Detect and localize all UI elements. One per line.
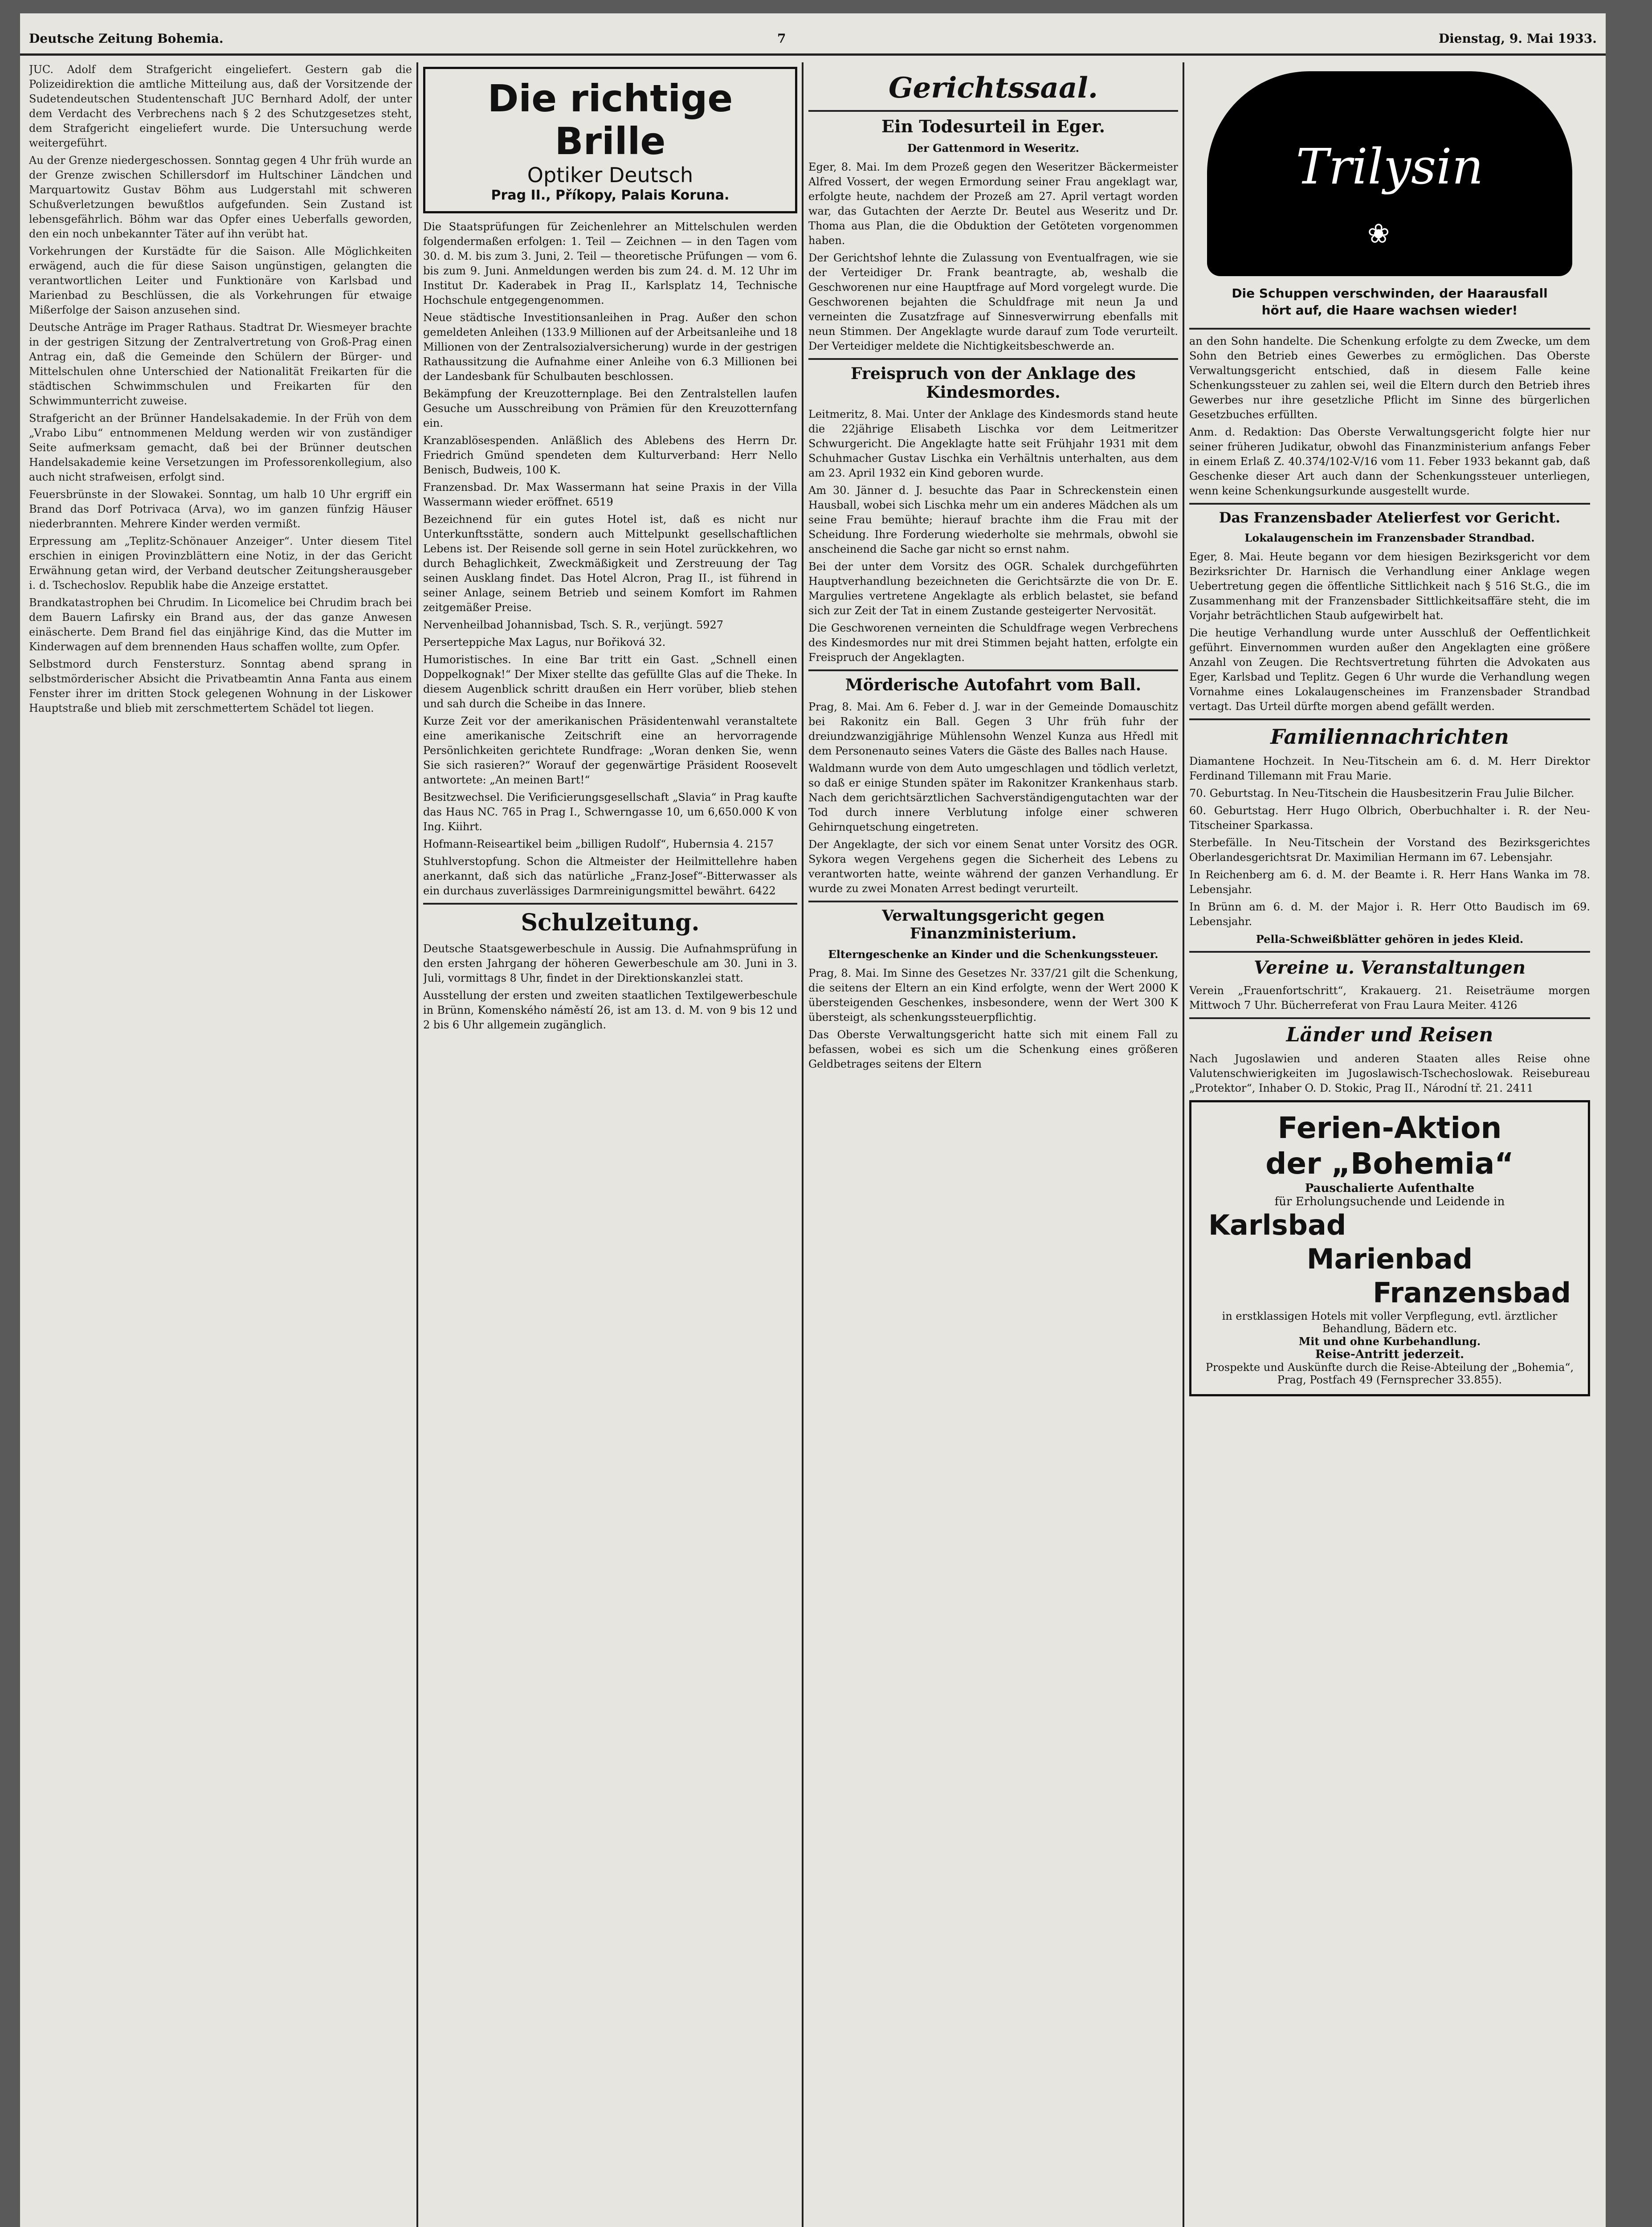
family-notice: In Reichenberg am 6. d. M. der Beamte i. R. Herr Hans Wanka im 78. Lebensjahr. (1189, 869, 1590, 896)
ferien-ad-line: in erstklassigen Hotels mit voller Verpflegung, evtl. ärztlicher Behandlung, Bädern etc. (1222, 1310, 1558, 1335)
family-notice: 60. Geburtstag. Herr Hugo Olbrich, Oberbuchhalter i. R. der Neu-Titscheiner Sparkassa. (1189, 804, 1590, 832)
article-handelsakademie: Strafgericht an der Brünner Handelsakademie. In der Früh von dem „Vrabo Libu“ entnommenen Meldung werden wir von zuständiger Seite aufmerksam gemacht, daß bei der Brünner deutschen Handelsakademie keine Versetzungen im Professorenkollegium, also auch nicht strafweisen, erfolgt sind. (29, 412, 412, 483)
school-article-aussig: Deutsche Staatsgewerbeschule in Aussig. Die Aufnahmsprüfung in den ersten Jahrgang der höheren Gewerbeschule am 30. Juni in 3. Juli, vormittags 8 Uhr, findet in der Direktionskanzlei statt. (423, 942, 797, 984)
school-article-bruenn: Ausstellung der ersten und zweiten staatlichen Textilgewerbeschule in Brünn, Komenského náměstí 26, ist am 13. d. M. von 9 bis 12 und 2 bis 6 Uhr allgemein zugänglich. (423, 989, 797, 1031)
section-rule (1189, 1017, 1590, 1019)
family-notice: In Brünn am 6. d. M. der Major i. R. Herr Otto Baudisch im 69. Lebensjahr. (1189, 901, 1590, 928)
article-kranzabloese: Kranzablösespenden. Anläßlich des Ablebens des Herrn Dr. Friedrich Gmünd spendeten dem Kulturverband: Herr Nello Benisch, Budweis, 100 K. (423, 434, 797, 476)
article-humor: Humoristisches. In eine Bar tritt ein Gast. „Schnell einen Doppelkognak!“ Der Mixer stellte das gefüllte Glas auf die Theke. In diesem Augenblick schritt draußen ein Herr vorüber, blieb stehen und sah durch die Scheibe in das Innere. (423, 653, 797, 710)
article-autofahrt-2: Waldmann wurde von dem Auto umgeschlagen und tödlich verletzt, so daß er einige Stunden später im Rakonitzer Krankenhaus starb. Nach dem gerichtsärztlichen Sachverständigengutachten war der Tod durch innere Verblutung infolge einer schweren Gehirnquetschung eingetreten. (808, 762, 1178, 833)
ferien-ad-city: Karlsbad (1208, 1209, 1346, 1241)
article-leitmeritz-3: Bei der unter dem Vorsitz des OGR. Schalek durchgeführten Hauptverhandlung bezeichneten die Gerichtsärzte die von Dr. E. Margulies vertretene Angeklagte als erblich belastet, sie befand sich zur Zeit der Tat in einem Zustande gesteigerter Nervosität. (808, 560, 1178, 617)
column-divider (1183, 62, 1184, 2227)
paper-name: Deutsche Zeitung Bohemia. (29, 31, 224, 46)
court-section-title: Gerichtssaal. (888, 71, 1098, 105)
ornament-icon: ❀ (1367, 218, 1390, 249)
ferien-ad-line: Reise-Antritt jederzeit. (1315, 1348, 1464, 1361)
article-atelierfest: Eger, 8. Mai. Heute begann vor dem hiesigen Bezirksgericht vor dem Bezirksrichter Dr. Harnisch die Verhandlung einer Anklage wegen Uebertretung gegen die öffentliche Sittlichkeit nach § 516 St.G., die im Zusammenhang mit der Franzensbader Sittlichkeitsaffäre steht, die im Vorjahr beträchtlichen Staub aufgewirbelt hat. (1189, 551, 1590, 622)
ferien-ad-title: Ferien-Aktion (1277, 1111, 1502, 1145)
article-leitmeritz: Leitmeritz, 8. Mai. Unter der Anklage des Kindesmords stand heute die 22jährige Elisabeth Lischka vor dem Leitmeritzer Schwurgericht. Die Angeklagte hatte seit Frühjahr 1931 mit dem Schuhmacher Gustav Lischka ein Verhältnis unterhalten, aus dem am 23. April 1932 ein Kind geboren wurde. (808, 408, 1178, 479)
optician-ad-title: Die richtige Brille (487, 77, 733, 163)
ferien-ad-city: Franzensbad (1373, 1277, 1571, 1309)
newspaper-page (20, 13, 1606, 2227)
article-erpressung: Erpressung am „Teplitz-Schönauer Anzeiger“. Unter diesem Titel erschien in einigen Provinzblättern eine Notiz, in der das Gericht Erwähnung getan wird, der Verband deutscher Zeitungsherausgeber i. d. Tschechoslov. Republik habe die Anzeige erstattet. (29, 535, 412, 591)
section-rule (808, 669, 1178, 671)
optician-ad-name: Optiker Deutsch (527, 163, 693, 187)
notice-bitterwasser: Stuhlverstopfung. Schon die Altmeister der Heilmittellehre haben anerkannt, daß sich das natürliche „Franz-Josef“-Bitterwasser als ein durchaus zuverlässiges Darmreinigungsmittel bewährt. 6422 (423, 855, 797, 897)
article-lead: JUC. Adolf dem Strafgericht eingeliefert. Gestern gab die Polizeidirektion die amtliche Mitteilung aus, daß der Vorsitzende der Sudetendeutschen Studentenschaft JUC Bernhard Adolf, der unter dem Verdacht des Verbrechens nach § 2 des Schutzgesetzes steht, dem Strafgericht eingeliefert wurde. Die Untersuchung werde weitergeführt. (29, 63, 412, 149)
family-notice: 70. Geburtstag. In Neu-Titschein die Hausbesitzerin Frau Julie Bilcher. (1189, 787, 1574, 799)
article-leitmeritz-4: Die Geschworenen verneinten die Schuldfrage wegen Verbrechens des Kindesmordes nur mit drei Stimmen bejaht hatten, erfolgte ein Freispruch der Angeklagten. (808, 622, 1178, 664)
ferien-ad-line: für Erholungsuchende und Leidende in (1274, 1195, 1505, 1208)
section-rule (1189, 718, 1590, 720)
notice-hotel: Bezeichnend für ein gutes Hotel ist, daß es nicht nur Unterkunftsstätte, sondern auch Mittelpunkt gesellschaftlichen Lebens ist. Der Reisende soll gerne in sein Hotel zurückkehren, wo durch Behaglichkeit, Zweckmäßigkeit und Zerstreuung der Tag seinen Ausklang findet. Das Hotel Alcron, Prag II., ist führend in seiner Anlage, seinem Betrieb und seinem Komfort im Rahmen zeitgemäßer Preise. (423, 513, 797, 614)
subheadline-schenkungssteuer: Elterngeschenke an Kinder und die Schenkungssteuer. (828, 948, 1158, 961)
column-1 (29, 62, 412, 2227)
notice-franzensbad: Franzensbad. Dr. Max Wassermann hat seine Praxis in der Villa Wassermann wieder eröffnet. 6519 (423, 481, 797, 508)
notice-perserteppiche: Perserteppiche Max Lagus, nur Bořiková 32. (423, 636, 666, 649)
article-eger-prozess: Eger, 8. Mai. Im dem Prozeß gegen den Weseritzer Bäckermeister Alfred Vossert, der wegen Ermordung seiner Frau angeklagt war, erfolgte heute, nachdem der Prozeß am 27. April vertagt worden war, das Gutachten der Aerzte Dr. Beutel aus Weseritz und Dr. Thoma aus Plan, die die Obduktion der Getöteten vorgenommen haben. (808, 161, 1178, 247)
ferien-ad-line: Prospekte und Auskünfte durch die Reise-Abteilung der „Bohemia“, Prag, Postfach 49 (Fernsprecher 33.855). (1205, 1361, 1574, 1386)
article-autofahrt: Prag, 8. Mai. Am 6. Feber d. J. war in der Gemeinde Domauschitz bei Rakonitz ein Ball. Gegen 3 Uhr früh fuhr der dreiundzwanzigjährige Mühlensohn Wenzel Kunza aus Hředl mit dem Personenauto seines Vaters die Gäste des Balles nach Hause. (808, 701, 1178, 757)
column-4 (1189, 62, 1590, 2227)
article-slowakei: Feuersbrünste in der Slowakei. Sonntag, um halb 10 Uhr ergriff ein Brand das Dorf Potrivaca (Arva), wo im ganzen fünfzig Häuser niederbrannten. Mehrere Kinder werden vermißt. (29, 488, 412, 530)
section-rule (423, 903, 797, 905)
family-notice: Sterbefälle. In Neu-Titschein der Vorstand des Bezirksgerichtes Oberlandesgerichtsrat Dr. Maximilian Hermann im 67. Lebensjahr. (1189, 836, 1590, 864)
article-schenkung-2: Das Oberste Verwaltungsgericht hatte sich mit einem Fall zu befassen, wobei es sich um die Schenkung eines größeren Geldbetrages seitens der Eltern (808, 1028, 1178, 1070)
article-schenkung-cont: an den Sohn handelte. Die Schenkung erfolgte zu dem Zwecke, um dem Sohn den Betrieb eines Gewerbes zu ermöglichen. Das Oberste Verwaltungsgericht entschied, daß in diesem Falle keine Schenkungssteuer zu zahlen sei, weil die Eltern durch den Betrieb ihres Gewerbes nur ihre gesetzliche Pflicht im Sinne des bürgerlichen Gesetzbuches erfüllten. (1189, 335, 1590, 421)
ferien-ad-subtitle: der „Bohemia“ (1265, 1146, 1514, 1181)
article-anleihen: Neue städtische Investitionsanleihen in Prag. Außer den schon gemeldeten Anleihen (133.9 Millionen auf der Arbeitsanleihe und 18 Millionen von der Zentralsozialversicherung) wurde in der gestrigen Rathaussitzung die Aufnahme einer Anleihe von 6.3 Millionen bei der Landesbank für Schulbauten beschlossen. (423, 311, 797, 383)
article-chrudim: Brandkatastrophen bei Chrudim. In Licomelice bei Chrudim brach bei dem Bauern Lafirsky ein Brand aus, der das ganze Anwesen einäscherte. Dem Brand fiel das einjährige Kind, das die Mutter im Kinderwagen auf dem brennenden Haus schaffen wollte, zum Opfer. (29, 596, 412, 653)
column-divider (416, 62, 418, 2227)
section-rule (1189, 328, 1590, 330)
headline-freispruch: Freispruch von der Anklage des Kindesmordes. (851, 364, 1136, 402)
section-rule (1189, 503, 1590, 505)
ferien-ad-line: Pauschalierte Aufenthalte (1305, 1182, 1475, 1195)
article-grenze: Au der Grenze niedergeschossen. Sonntag gegen 4 Uhr früh wurde an der Grenze zwischen Schillersdorf im Hultschiner Ländchen und Marquartowitz Gustav Böhm aus Ludgerstahl mit schweren Schußverletzungen bewußtlos aufgefunden. Sein Zustand ist lebensgefährlich. Böhm war das Opfer eines Ueberfalls geworden, den ein noch unbekannter Täter auf ihn verübt hat. (29, 154, 412, 240)
headline-atelierfest: Das Franzensbader Atelierfest vor Gericht. (1219, 509, 1561, 526)
trilysin-ad (1207, 71, 1572, 276)
article-zeichenlehrer: Die Staatsprüfungen für Zeichenlehrer an Mittelschulen werden folgendermaßen erfolgen: 1. Teil — Zeichnen — in den Tagen vom 30. d. M. bis zum 3. Juni, 2. Teil — theoretische Prüfungen — vom 6. bis zum 9. Juni. Anmeldungen werden bis zum 24. d. M. 12 Uhr im Institut Dr. Kaderabek in Prag II., Karlsplatz 14, Technische Hochschule entgegengenommen. (423, 220, 797, 306)
notice-johannisbad: Nervenheilbad Johannisbad, Tsch. S. R., verjüngt. 5927 (423, 619, 724, 631)
article-kreuzotter: Bekämpfung der Kreuzotternplage. Bei den Zentralstellen laufen Gesuche um Ausschreibung von Prämien für den Kreuzotternfang ein. (423, 387, 797, 429)
travel-notice: Nach Jugoslawien und anderen Staaten alles Reise ohne Valutenschwierigkeiten im Jugoslawisch-Tschechoslowak. Reisebureau „Protektor“, Inhaber O. D. Stokic, Prag II., Národní tř. 21. 2411 (1189, 1052, 1590, 1094)
school-section-title: Schulzeitung. (521, 909, 700, 936)
events-section-title: Vereine u. Veranstaltungen (1253, 957, 1526, 978)
family-section-title: Familiennachrichten (1270, 725, 1509, 749)
column-3 (808, 62, 1178, 2227)
editorial-note: Anm. d. Redaktion: Das Oberste Verwaltungsgericht folgte hier nur seiner früheren Judikatur, obwohl das Finanzministerium anfangs Feber in einem Erlaß Z. 40.374/102-V/16 vom 11. Feber 1933 bekannt gab, daß Geschenke dieser Art auch dann der Schenkungssteuer unterliegen, wenn keine Schenkungsurkunde ausgestellt wurde. (1189, 426, 1590, 497)
trilysin-caption: Die Schuppen verschwinden, der Haarausfall hört auf, die Haare wachsen wieder! (1232, 286, 1548, 318)
subheadline-gattenmord: Der Gattenmord in Weseritz. (907, 142, 1079, 155)
optician-ad-address: Prag II., Příkopy, Palais Koruna. (491, 188, 730, 203)
ferien-ad-line: Mit und ohne Kurbehandlung. (1298, 1335, 1481, 1348)
article-schenkung: Prag, 8. Mai. Im Sinne des Gesetzes Nr. 337/21 gilt die Schenkung, die seitens der Eltern an ein Kind erfolgte, wenn der Wert 2000 K übersteigenden Geschenkes, insbesondere, wenn der Wert 300 K übersteigt, als schenkungssteuerpflichtig. (808, 967, 1178, 1024)
ferien-ad-city: Marienbad (1306, 1243, 1473, 1275)
article-rathaus: Deutsche Anträge im Prager Rathaus. Stadtrat Dr. Wiesmeyer brachte in der gestrigen Sitzung der Zentralvertretung von Groß-Prag einen Antrag ein, daß die Gemeinde den Schülern der Bürger- und Mittelschulen ohne Unterschied der Nationalität Freikarten für die städtischen Schwimmschulen und Freikarten für den Schwimmunterricht zuweise. (29, 321, 412, 407)
headline-autofahrt: Mörderische Autofahrt vom Ball. (845, 676, 1142, 694)
headline-verwaltungsgericht: Verwaltungsgericht gegen Finanzministerium. (882, 907, 1105, 942)
article-autofahrt-3: Der Angeklagte, der sich vor einem Senat unter Vorsitz des OGR. Sykora wegen Vergehens gegen die Sicherheit des Lebens zu verantworten hatte, weinte während der ganzen Verhandlung. Er wurde zu zwei Monaten Arrest bedingt verurteilt. (808, 838, 1178, 895)
article-fenstersturz: Selbstmord durch Fenstersturz. Sonntag abend sprang in selbstmörderischer Absicht die Privatbeamtin Anna Fanta aus einem Fenster ihrer im dritten Stock gelegenen Wohnung in der Liskower Hauptstraße und blieb mit zerschmettertem Schädel tot liegen. (29, 658, 412, 714)
header-rule (20, 53, 1606, 56)
article-eger-urteil: Der Gerichtshof lehnte die Zulassung von Eventualfragen, wie sie der Verteidiger Dr. Frank beantragte, ab, weshalb die Geschworenen nur eine Hauptfrage auf Mord vorgelegt wurde. Die Geschworenen bejahten die Schuldfrage mit neun Ja und verneinten die Zusatzfrage auf Sinnesverwirrung ebenfalls mit neun Stimmen. Der Angeklagte wurde darauf zum Tode verurteilt. Der Verteidiger meldete die Nichtigkeitsbeschwerde an. (808, 252, 1178, 352)
section-rule (808, 358, 1178, 360)
section-rule (1189, 951, 1590, 953)
event-notice: Verein „Frauenfortschritt“, Krakauerg. 21. Reiseträume morgen Mittwoch 7 Uhr. Bücherreferat von Frau Laura Meiter. 4126 (1189, 984, 1590, 1012)
pella-notice: Pella-Schweißblätter gehören in jedes Kleid. (1256, 933, 1524, 946)
headline-todesurteil: Ein Todesurteil in Eger. (881, 116, 1105, 136)
trilysin-logo-text: Trilysin (1296, 138, 1484, 195)
ferien-aktion-ad (1189, 1100, 1590, 1396)
page-number: 7 (777, 31, 786, 46)
notice-hofmann: Hofmann-Reiseartikel beim „billigen Rudolf“, Hubernsia 4. 2157 (423, 838, 774, 850)
issue-date: Dienstag, 9. Mai 1933. (1438, 31, 1597, 46)
section-rule (808, 901, 1178, 902)
article-atelierfest-2: Die heutige Verhandlung wurde unter Ausschluß der Oeffentlichkeit geführt. Einvernommen wurden außer den Angeklagten eine größere Anzahl von Zeugen. Die Rechtsvertretung führten die Advokaten aus Eger, Karlsbad und Teplitz. Gegen 6 Uhr wurde die Verhandlung wegen Vornahme eines Lokalaugenscheines im Franzensbader Strandbad vertagt. Das Urteil dürfte morgen abend gefällt werden. (1189, 627, 1590, 713)
column-2 (423, 62, 797, 2227)
section-rule (808, 110, 1178, 112)
article-besitzwechsel: Besitzwechsel. Die Verificierungsgesellschaft „Slavia“ in Prag kaufte das Haus NC. 765 in Prag I., Schwerngasse 10, um 6,650.000 K von Ing. Kiihrt. (423, 791, 797, 833)
optician-ad (423, 67, 797, 213)
article-kurstaedte: Vorkehrungen der Kurstädte für die Saison. Alle Möglichkeiten erwägend, auch die für diese Saison ungünstigen, gelangten die verantwortlichen Leiter und Funktionäre von Karlsbad und Marienbad zu Beschlüssen, die als Vorkehrungen für etwaige Mißerfolge der Saison anzusehen sind. (29, 245, 412, 316)
article-roosevelt: Kurze Zeit vor der amerikanischen Präsidentenwahl veranstaltete eine amerikanische Zeitschrift eine an hervorragende Persönlichkeiten gerichtete Rundfrage: „Woran denken Sie, wenn Sie sich rasieren?“ Worauf der gegenwärtige Präsident Roosevelt antwortete: „An meinen Bart!“ (423, 715, 797, 786)
travel-section-title: Länder und Reisen (1286, 1024, 1493, 1046)
family-notice: Diamantene Hochzeit. In Neu-Titschein am 6. d. M. Herr Direktor Ferdinand Tillemann mit Frau Marie. (1189, 755, 1590, 782)
column-divider (802, 62, 804, 2227)
subheadline-strandbad: Lokalaugenschein im Franzensbader Strandbad. (1244, 531, 1535, 544)
article-leitmeritz-2: Am 30. Jänner d. J. besuchte das Paar in Schreckenstein einen Hausball, wobei sich Lischka mehr um ein anderes Mädchen als um seine Frau bemühte; hierauf brachte ihm die Frau mit der Scheidung. Ihre Forderung wiederholte sie mehrmals, obwohl sie anscheinend die Sache gar nicht so ernst nahm. (808, 484, 1178, 555)
